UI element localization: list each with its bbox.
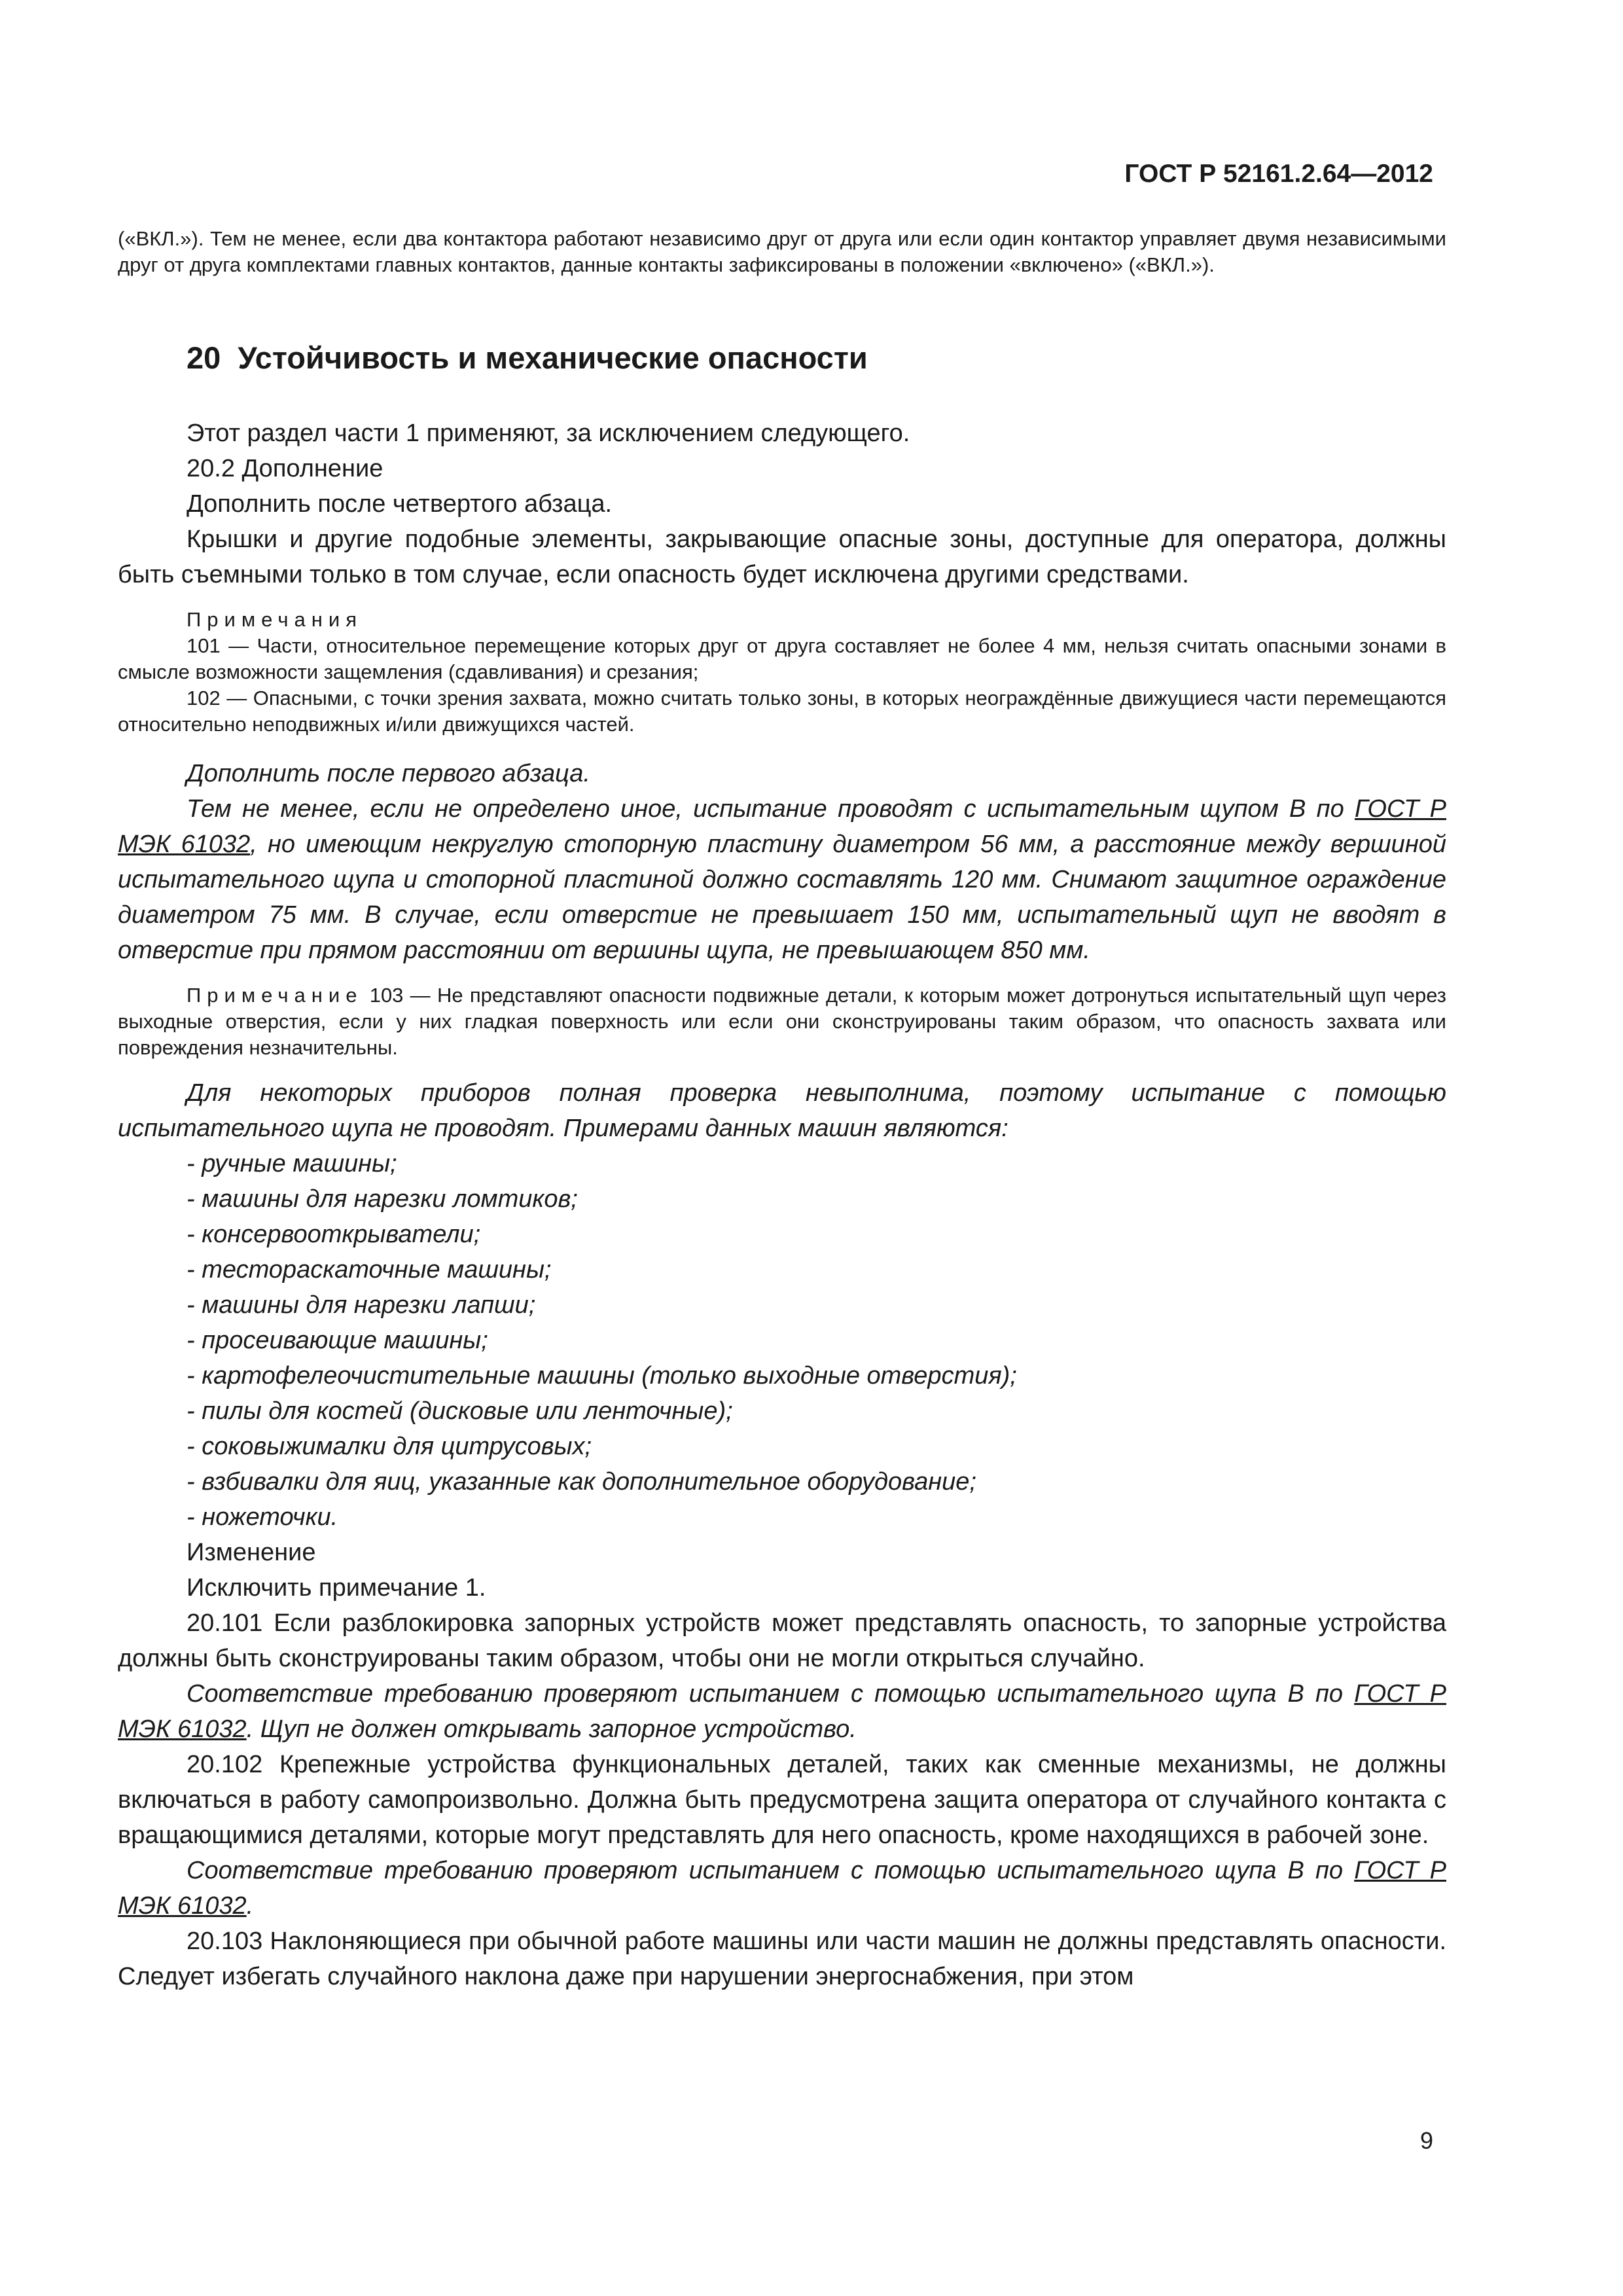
section-number: 20 (187, 340, 221, 375)
machines-intro: Для некоторых приборов полная проверка невыполнима, поэтому испытание с помощью испытательного щупа не проводят. Примерами данных машин являются: (118, 1079, 1446, 1142)
italic-instruction: Дополнить после первого абзаца. (187, 760, 590, 787)
clause-20-101-check (118, 1676, 1446, 1747)
section-paragraph-3: Дополнить после четвертого абзаца. (187, 490, 613, 518)
gost-link[interactable]: ГОСТ Р МЭК 61032 (118, 795, 1447, 858)
section-paragraph-1: Этот раздел части 1 применяют, за исключением следующего. (187, 420, 910, 447)
section-paragraph-4: Крышки и другие подобные элементы, закрывающие опасные зоны, доступные для оператора, должны быть съемными только в том случае, если опасность будет исключена другими средствами. (118, 526, 1446, 588)
list-item: - соковыжималки для цитрусовых; (187, 1433, 592, 1460)
probe-text-b: , но имеющим некруглую стопорную пластину диаметром 56 мм, а расстояние между вершиной испытательного щупа и стопорной пластиной должно составлять 120 мм. Снимают защитное ограждение диаметром 75 мм. В случае, если отверстие не превышает 150 мм, испытательный щуп не вводят в отверстие при прямом расстоянии от вершины щупа, не превышающем 850 мм. (118, 831, 1446, 964)
check-text-b: . Щуп не должен открывать запорное устройство. (246, 1715, 857, 1743)
list-item: - ножеточки. (187, 1503, 338, 1531)
note-103 (118, 982, 1446, 1061)
section-heading (118, 338, 1446, 378)
clause-20-102: 20.102 Крепежные устройства функциональных деталей, таких как сменные механизмы, не должны включаться в работу самопроизвольно. Должна быть предусмотрена защита оператора от случайного контакта с вращающимися деталями, которые могут представлять для него опасность, кроме находящихся в рабочей зоне. (118, 1751, 1446, 1849)
probe-text-a: Тем не менее, если не определено иное, испытание проводят с испытательным щупом В по (187, 795, 1355, 823)
list-item: - тестораскаточные машины; (187, 1256, 552, 1283)
page-content (118, 226, 1446, 1994)
check-text-a: Соответствие требованию проверяют испытанием с помощью испытательного щупа В по (187, 1857, 1355, 1884)
clause-20-102-check (118, 1853, 1446, 1924)
standard-code-header: ГОСТ Р 52161.2.64—2012 (1124, 160, 1433, 188)
list-item: - ручные машины; (187, 1150, 397, 1177)
gost-link[interactable]: ГОСТ Р МЭК 61032 (118, 1857, 1447, 1920)
note-101: 101 — Части, относительное перемещение которых друг от друга составляет не более 4 мм, нельзя считать опасными зонами в смысле возможности защемления (сдавливания) и срезания; (118, 634, 1446, 683)
list-item: - взбивалки для яиц, указанные как дополнительное оборудование; (187, 1468, 976, 1496)
section-title: Устойчивость и механические опасности (238, 340, 868, 375)
note-103-text: 103 — Не представляют опасности подвижные детали, к которым может дотронуться испытательный щуп через выходные отверстия, если у них гладкая поверхность или если они сконструированы таким образом, что опасность захвата или повреждения незначительны. (118, 984, 1446, 1059)
clause-20-103: 20.103 Наклоняющиеся при обычной работе машины или части машин не должны представлять опасности. Следует избегать случайного наклона даже при нарушении энергоснабжения, при этом (118, 1928, 1446, 1990)
check-text-b: . (246, 1892, 254, 1920)
list-item: - машины для нарезки ломтиков; (187, 1185, 578, 1213)
gost-link[interactable]: ГОСТ Р МЭК 61032 (118, 1680, 1447, 1743)
list-item: - картофелеочистительные машины (только выходные отверстия); (187, 1362, 1017, 1390)
clause-20-101: 20.101 Если разблокировка запорных устройств может представлять опасность, то запорные устройства должны быть сконструированы таким образом, чтобы они не могли открыться случайно. (118, 1609, 1446, 1672)
notes-label: Примечания (187, 608, 363, 631)
list-item: - пилы для костей (дисковые или ленточные); (187, 1397, 733, 1425)
check-text-a: Соответствие требованию проверяют испытанием с помощью испытательного щупа В по (187, 1680, 1355, 1708)
change-title: Изменение (187, 1539, 316, 1566)
list-item: - машины для нарезки лапши; (187, 1291, 536, 1319)
list-item: - просеивающие машины; (187, 1327, 488, 1354)
change-text: Исключить примечание 1. (187, 1574, 486, 1602)
page-number: 9 (1419, 2127, 1433, 2154)
note-103-label: Примечание (187, 984, 363, 1007)
note-102: 102 — Опасными, с точки зрения захвата, можно считать только зоны, в которых неограждённые движущиеся части перемещаются относительно неподвижных и/или движущихся частей. (118, 687, 1446, 736)
intro-continuation: («ВКЛ.»). Тем не менее, если два контактора работают независимо друг от друга или если один контактор управляет двумя независимыми друг от друга комплектами главных контактов, данные контакты зафиксированы в положении «включено» («ВКЛ.»). (118, 227, 1446, 276)
machines-list (118, 1146, 1446, 1535)
list-item: - консервооткрыватели; (187, 1221, 481, 1248)
section-paragraph-2: 20.2 Дополнение (187, 455, 383, 482)
italic-probe-paragraph (118, 791, 1446, 968)
